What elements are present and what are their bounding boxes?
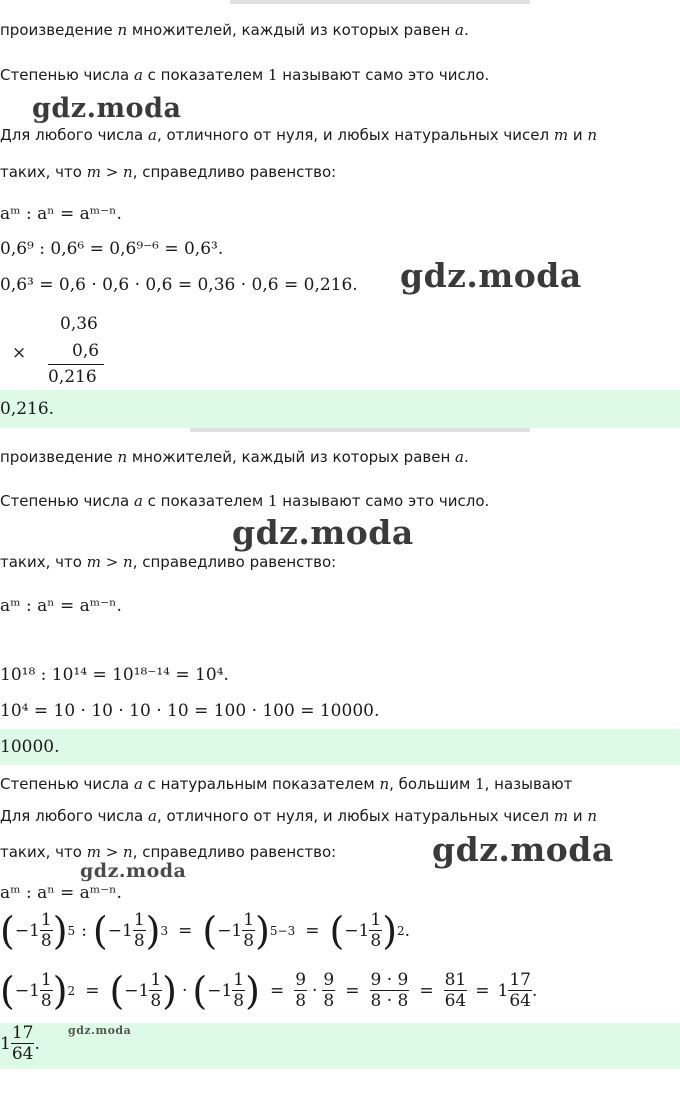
answer-value: 10000. xyxy=(0,737,60,757)
watermark-logo: gdz.moda xyxy=(32,93,182,124)
division-formula: aᵐ : aⁿ = aᵐ⁻ⁿ. xyxy=(0,204,122,224)
answer-band xyxy=(0,1023,680,1069)
multiplication-result: 0,216 xyxy=(48,367,97,387)
division-rule-text: Для любого числа a, отличного от нуля, и любых натуральных чисел m и n xyxy=(0,126,598,144)
computation-line-2: 10⁴ = 10 · 10 · 10 · 10 = 100 · 100 = 10000. xyxy=(0,701,380,721)
fraction-expression-line-1: ( −1 $\frac{1}{8}$ ) 5 : ( −1 $\frac{1}{8}$ ) 3 = ( −1 $\frac{1}{8}$ ) 5−3 = ( −1 $\frac{1}{8}$ ) 2 . xyxy=(0,908,411,953)
division-formula: aᵐ : aⁿ = aᵐ⁻ⁿ. xyxy=(0,596,122,616)
watermark-logo: gdz.moda xyxy=(400,256,582,295)
answer-band xyxy=(0,390,680,428)
multiplication-rule xyxy=(48,364,104,365)
definition-line: произведение n множителей, каждый из которых равен a. xyxy=(0,448,469,466)
fraction-expression-line-2: ( −1 $\frac{1}{8}$ ) 2 = ( −1 $\frac{1}{8}$ ) · ( −1 $\frac{1}{8}$ ) = $\frac{9}{8}$ · $\frac{9}{8}$ = $\frac{9 \cdot 9}{8 \cdot 8}$ = $\frac{81}{64}$ = 1 $\frac{17}{64}$ . xyxy=(0,968,538,1013)
multiplication-operand-a: 0,36 xyxy=(60,314,98,334)
computation-line-1: 10¹⁸ : 10¹⁴ = 10¹⁸⁻¹⁴ = 10⁴. xyxy=(0,665,229,685)
condition-text: таких, что m > n, справедливо равенство: xyxy=(0,843,337,861)
multiplication-operand-b: 0,6 xyxy=(72,341,100,361)
multiplication-sign: × xyxy=(12,343,27,363)
power-one-definition: Степенью числа a с показателем 1 называют само это число. xyxy=(0,66,490,84)
answer-band xyxy=(0,729,680,765)
answer-value: 0,216. xyxy=(0,399,55,419)
division-formula: aᵐ : aⁿ = aᵐ⁻ⁿ. xyxy=(0,883,122,903)
cropped-text-fragment xyxy=(190,428,530,432)
computation-line-1: 0,6⁹ : 0,6⁶ = 0,6⁹⁻⁶ = 0,6³. xyxy=(0,239,224,259)
natural-power-definition: Степенью числа a с натуральным показателем n, большим 1, называют xyxy=(0,775,573,793)
condition-text: таких, что m > n, справедливо равенство: xyxy=(0,163,337,181)
watermark-logo: gdz.moda xyxy=(68,1024,132,1037)
watermark-logo: gdz.moda xyxy=(432,830,614,869)
condition-text: таких, что m > n, справедливо равенство: xyxy=(0,553,337,571)
watermark-logo: gdz.moda xyxy=(232,513,414,552)
power-one-definition: Степенью числа a с показателем 1 называют само это число. xyxy=(0,492,490,510)
division-rule-text: Для любого числа a, отличного от нуля, и любых натуральных чисел m и n xyxy=(0,807,598,825)
answer-value: 1 $\frac{17}{64}$ . xyxy=(0,1023,40,1064)
computation-line-2: 0,6³ = 0,6 · 0,6 · 0,6 = 0,36 · 0,6 = 0,216. xyxy=(0,275,358,295)
definition-line: произведение n множителей, каждый из которых равен a. xyxy=(0,21,469,39)
cropped-text-fragment xyxy=(230,0,530,4)
watermark-logo: gdz.moda xyxy=(80,860,187,882)
